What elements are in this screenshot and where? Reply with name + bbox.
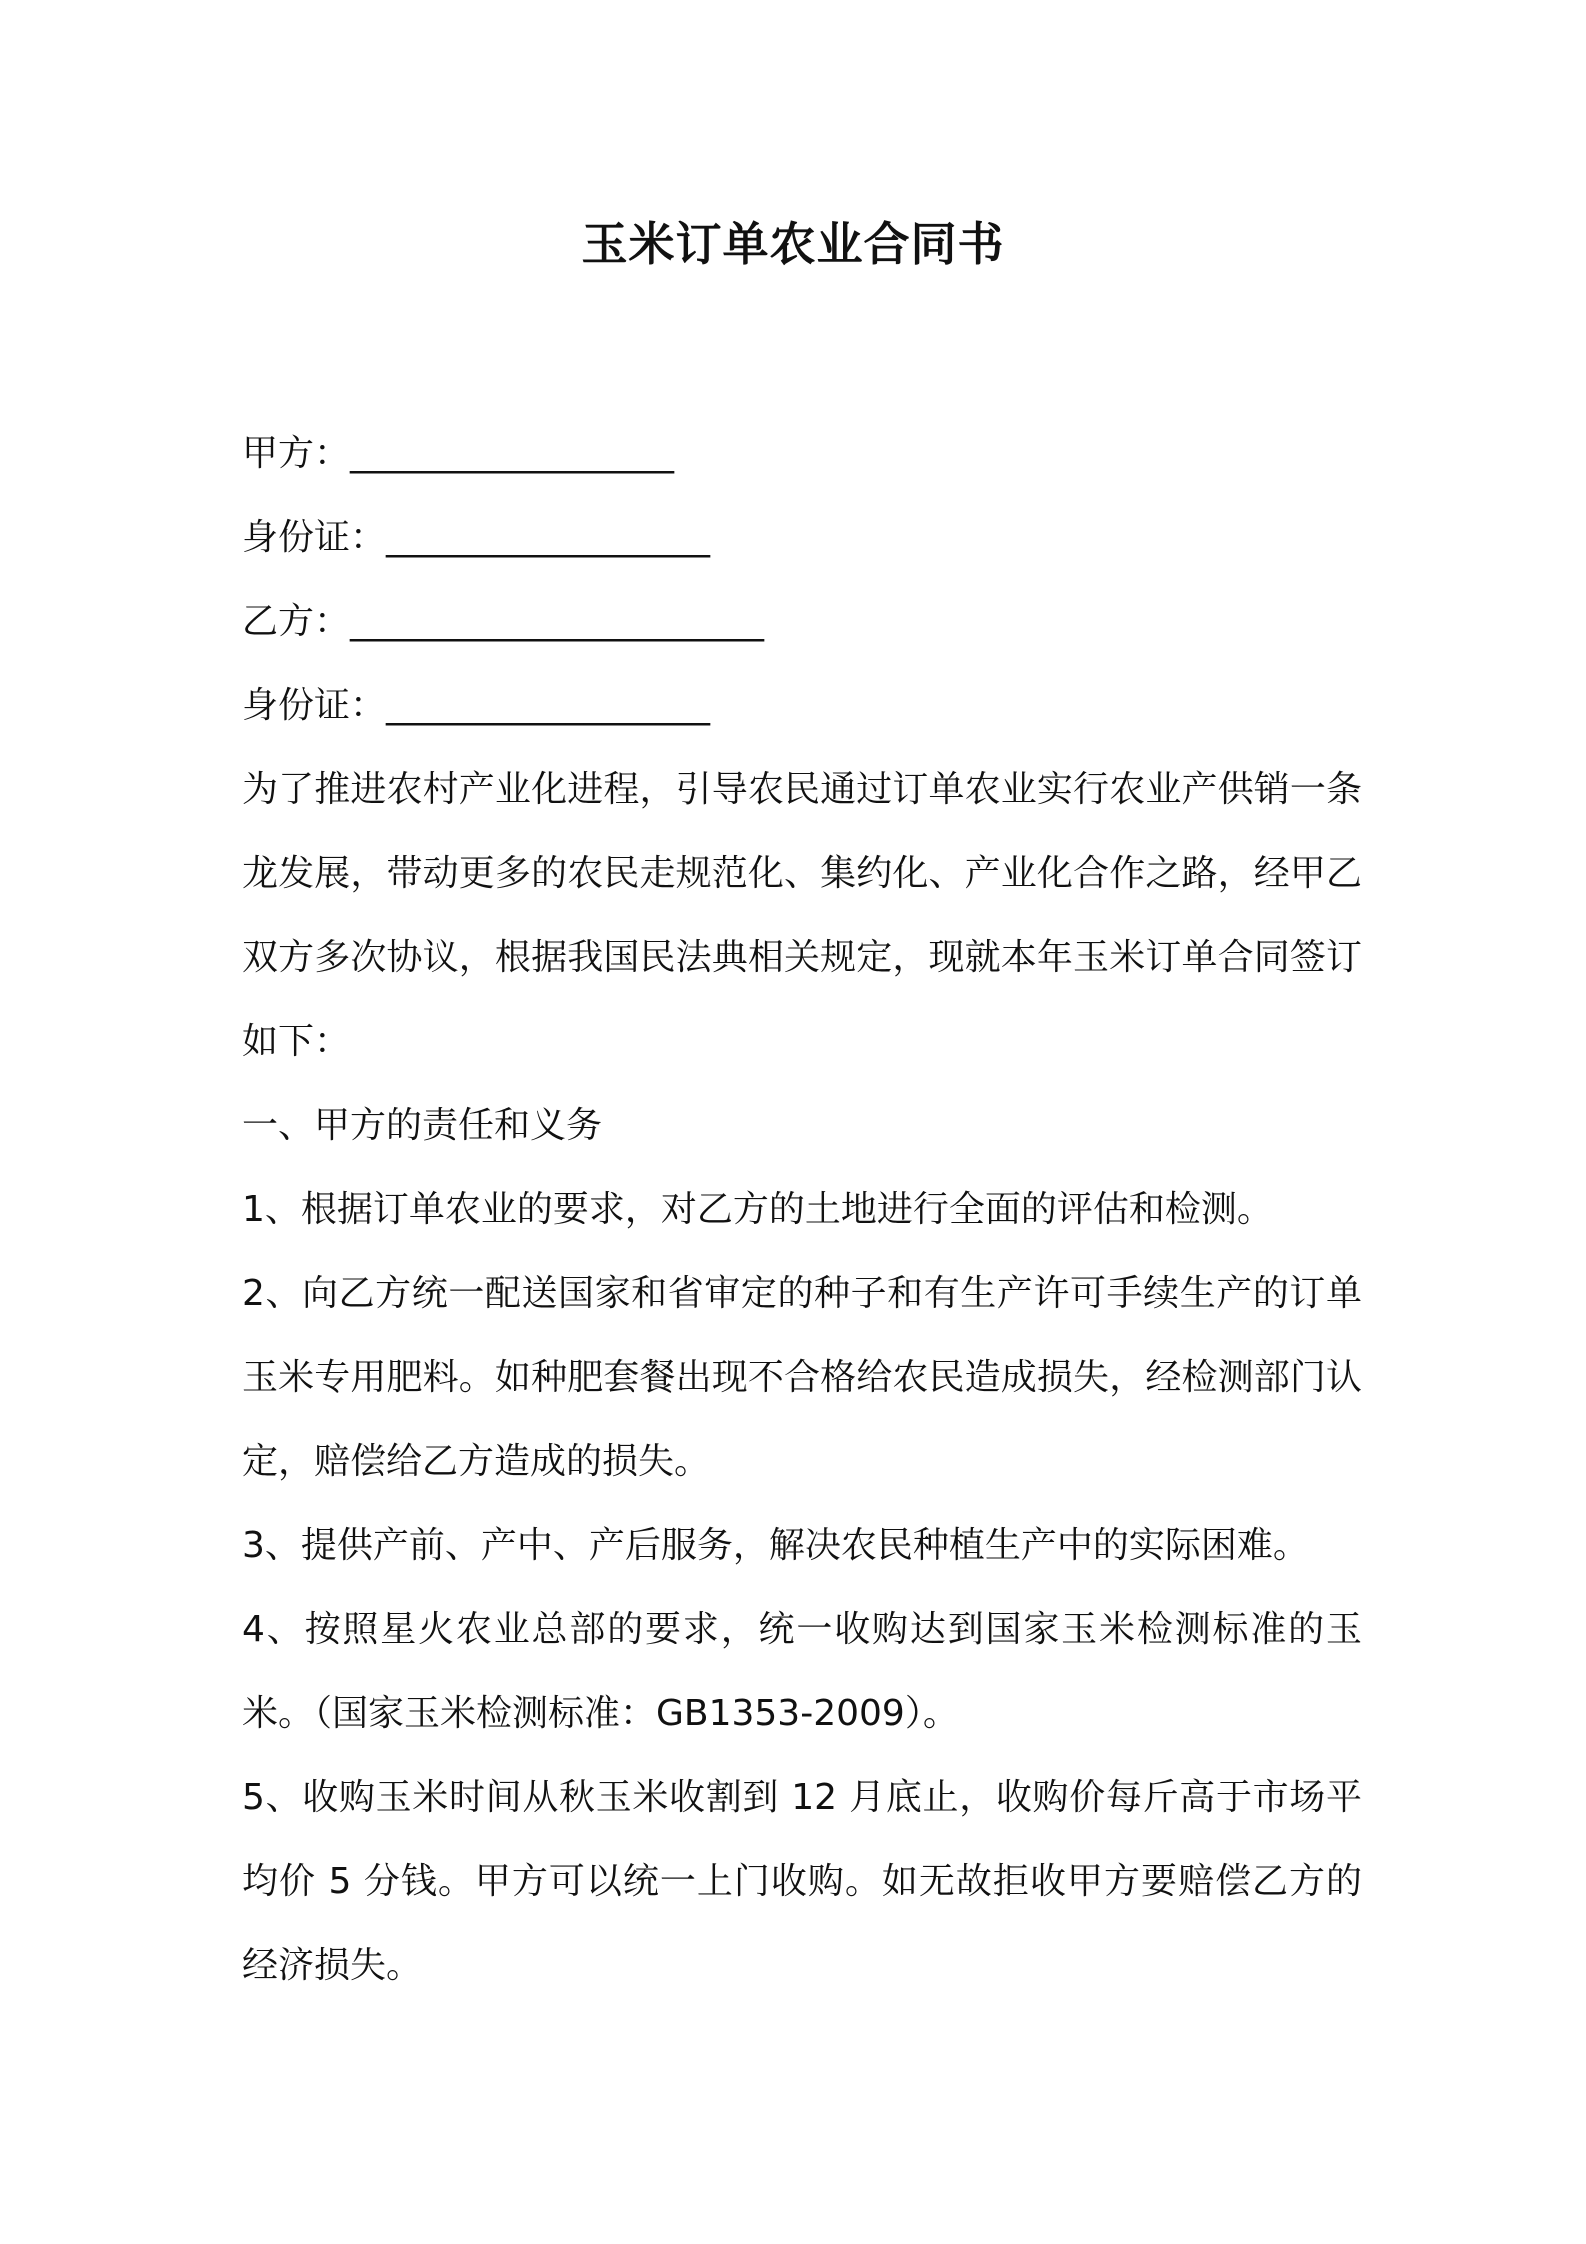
document-title: 玉米订单农业合同书 (581, 217, 1005, 271)
party-a-blank: __________________ (350, 433, 675, 474)
party-b-id-label: 身份证： (242, 685, 387, 726)
party-b-id-field (242, 664, 1362, 748)
intro-paragraph: 为了推进农村产业化进程，引导农民通过订单农业实行农业产供销一条龙发展，带动更多的农民走规范化、集约化、产业化合作之路，经甲乙双方多次协议，根据我国民法典相关规定，现就本年玉米订单合同签订如下： (242, 769, 1362, 1062)
clause-2: 2、向乙方统一配送国家和省审定的种子和有生产许可手续生产的订单玉米专用肥料。如种肥套餐出现不合格给农民造成损失，经检测部门认定，赔偿给乙方造成的损失。 (242, 1273, 1362, 1482)
clause-5: 5、收购玉米时间从秋玉米收割到 12 月底止，收购价每斤高于市场平均价 5 分钱。甲方可以统一上门收购。如无故拒收甲方要赔偿乙方的经济损失。 (242, 1777, 1362, 1986)
section-heading: 一、甲方的责任和义务 (242, 1105, 603, 1146)
party-b-id-blank: __________________ (386, 685, 711, 726)
clause-4: 4、按照星火农业总部的要求，统一收购达到国家玉米检测标准的玉米。（国家玉米检测标准：GB1353-2009）。 (242, 1609, 1362, 1734)
party-a-field (242, 412, 1362, 496)
party-b-blank: _______________________ (350, 601, 765, 642)
party-a-id-label: 身份证： (242, 517, 387, 558)
party-a-label: 甲方： (242, 433, 351, 474)
clause-1: 1、根据订单农业的要求，对乙方的土地进行全面的评估和检测。 (242, 1189, 1273, 1230)
party-a-id-field (242, 496, 1362, 580)
party-b-label: 乙方： (242, 601, 351, 642)
document-body (242, 412, 1362, 2008)
clause-3: 3、提供产前、产中、产后服务，解决农民种植生产中的实际困难。 (242, 1525, 1309, 1566)
party-b-field (242, 580, 1362, 664)
party-a-id-blank: __________________ (386, 517, 711, 558)
